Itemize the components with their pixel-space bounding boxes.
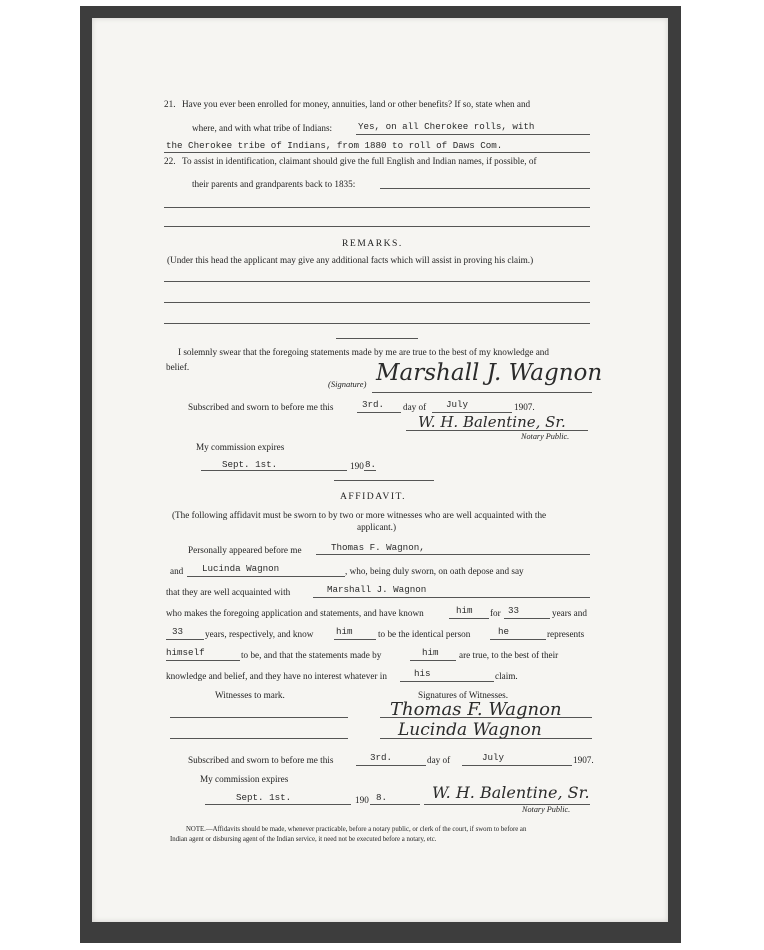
commission-date-1: Sept. 1st. <box>222 459 278 470</box>
pronoun-2: him <box>336 626 353 637</box>
q21-text-line2: where, and with what tribe of Indians: <box>192 123 333 133</box>
makes-text: who makes the foregoing application and statements, and have known <box>166 608 424 618</box>
acquainted-text: that they are well acquainted with <box>166 587 291 597</box>
commission-label-2: My commission expires <box>200 774 289 784</box>
witness1-signature: Thomas F. Wagnon <box>390 699 562 720</box>
oath-subscribed: Subscribed and sworn to before me this <box>188 402 334 412</box>
oath-year: 1907. <box>514 402 535 412</box>
years-and-label: years and <box>552 608 587 618</box>
notary-signature-2: W. H. Balentine, Sr. <box>432 783 590 802</box>
claim-label: claim. <box>495 671 518 681</box>
q21-answer-line1: Yes, on all Cherokee rolls, with <box>358 121 535 132</box>
oath-line2: belief. <box>166 362 190 372</box>
q21-number: 21. <box>164 99 176 109</box>
q21-answer-line2: the Cherokee tribe of Indians, from 1880 to roll of Daws Com. <box>166 140 503 151</box>
remarks-instruction: (Under this head the applicant may give any additional facts which will assist in proving his claim.) <box>167 255 534 265</box>
personally-appeared: Personally appeared before me <box>188 545 302 555</box>
q21-text-line1: Have you ever been enrolled for money, annuities, land or other benefits? If so, state when and <box>182 99 531 109</box>
witness2-name: Lucinda Wagnon <box>202 563 280 574</box>
years-2: 33 <box>172 626 184 637</box>
q22-number: 22. <box>164 156 176 166</box>
affidavit-day: 3rd. <box>370 752 393 763</box>
being-sworn-text: , who, being duly sworn, on oath depose and say <box>345 566 524 576</box>
commission-date-2: Sept. 1st. <box>236 792 292 803</box>
applicant-name: Marshall J. Wagnon <box>327 584 427 595</box>
knowledge-text: knowledge and belief, and they have no interest whatever in <box>166 671 387 681</box>
note-line2: Indian agent or disbursing agent of the Indian service, it need not be executed before a notary, etc. <box>170 836 437 843</box>
commission-year-prefix-2: 190 <box>355 795 369 805</box>
oath-line1: I solemnly swear that the foregoing statements made by me are true to the best of my knowledge and <box>178 347 549 357</box>
signatures-of-witnesses-label: Signatures of Witnesses. <box>418 690 509 700</box>
remarks-heading: REMARKS. <box>342 238 403 249</box>
witness2-signature: Lucinda Wagnon <box>398 720 542 740</box>
note-line1: NOTE.—Affidavits should be made, whenever practicable, before a notary public, or clerk of the court, if sworn to before an <box>186 826 527 833</box>
commission-year-prefix-1: 190 <box>350 461 364 471</box>
affidavit-subscribed: Subscribed and sworn to before me this <box>188 755 334 765</box>
commission-label-1: My commission expires <box>196 442 285 452</box>
notary-signature-1: W. H. Balentine, Sr. <box>418 413 566 431</box>
pronoun-1: him <box>456 605 473 616</box>
witness1-name: Thomas F. Wagnon, <box>331 542 425 553</box>
represents-label: represents <box>547 629 585 639</box>
for-label: for <box>490 608 501 618</box>
reflexive-pronoun: himself <box>166 647 205 658</box>
affidavit-instruction-line1: (The following affidavit must be sworn to by two or more witnesses who are well acquainted with the <box>172 510 547 520</box>
applicant-signature: Marshall J. Wagnon <box>376 360 603 386</box>
to-be-text: to be, and that the statements made by <box>241 650 382 660</box>
commission-year-1: 8. <box>365 459 377 470</box>
affidavit-day-of: day of <box>427 755 451 765</box>
oath-month: July <box>446 399 469 410</box>
identical-text: to be the identical person <box>378 629 471 639</box>
oath-day-of: day of <box>403 402 427 412</box>
witnesses-to-mark-label: Witnesses to mark. <box>215 690 285 700</box>
notary-title-2: Notary Public. <box>522 805 571 814</box>
signature-label: (Signature) <box>328 379 367 389</box>
affidavit-month: July <box>482 752 505 763</box>
affidavit-year: 1907. <box>573 755 594 765</box>
are-true-text: are true, to the best of their <box>459 650 559 660</box>
possessive-pronoun: his <box>414 668 431 679</box>
and-label: and <box>170 566 184 576</box>
pronoun-4: him <box>422 647 439 658</box>
notary-title-1: Notary Public. <box>521 432 570 441</box>
oath-day: 3rd. <box>362 399 385 410</box>
q22-text-line1: To assist in identification, claimant should give the full English and Indian names, if possible, of <box>182 156 537 166</box>
q22-text-line2: their parents and grandparents back to 1835: <box>192 179 356 189</box>
years-resp-text: years, respectively, and know <box>205 629 314 639</box>
years-1: 33 <box>508 605 520 616</box>
commission-year-2: 8. <box>376 792 388 803</box>
pronoun-3: he <box>498 626 510 637</box>
affidavit-instruction-line2: applicant.) <box>357 522 397 532</box>
affidavit-heading: AFFIDAVIT. <box>340 491 407 502</box>
